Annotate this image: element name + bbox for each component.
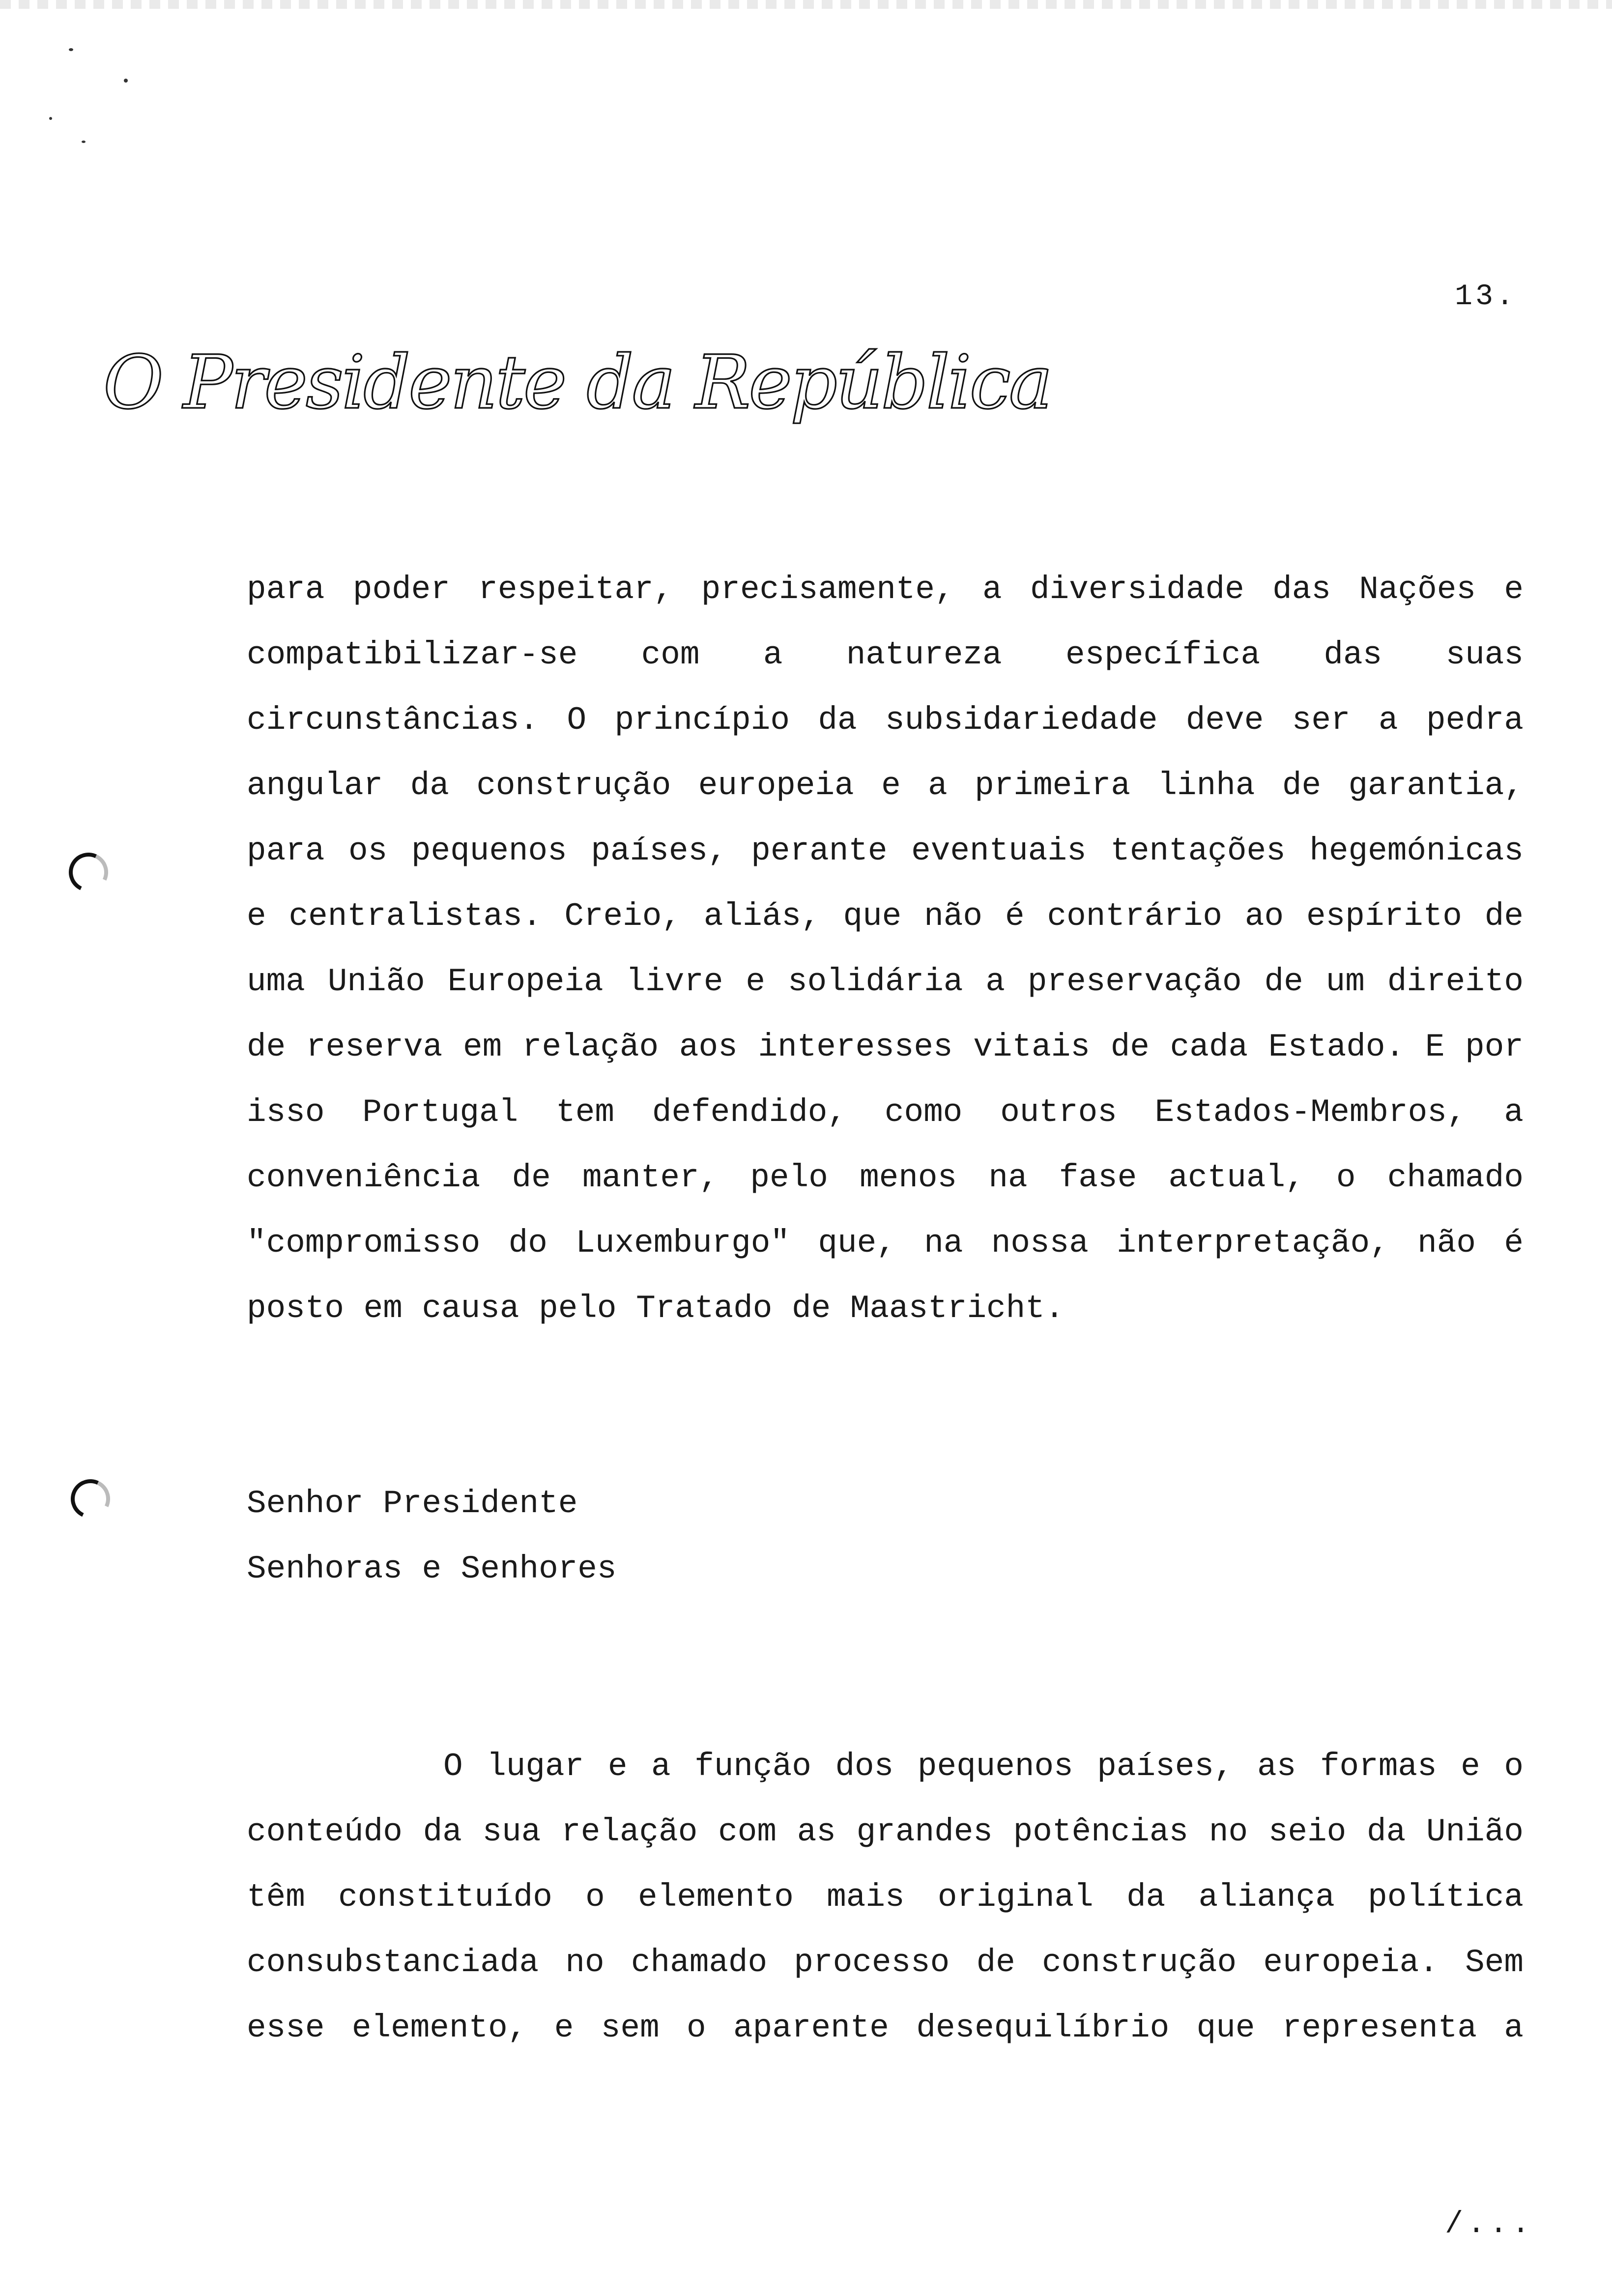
continued-marker: /... (1445, 2207, 1534, 2241)
salutation-line: Senhoras e Senhores (247, 1550, 617, 1587)
scan-speck (82, 141, 86, 143)
paragraph-1-line: isso Portugal tem defendido, como outros Estados-Membros, a (247, 1094, 1524, 1131)
paragraph-1-line: de reserva em relação aos interesses vitais de cada Estado. E por (247, 1029, 1524, 1065)
scan-top-edge (0, 0, 1612, 9)
paragraph-1-line: circunstâncias. O princípio da subsidariedade deve ser a pedra (247, 702, 1524, 739)
paragraph-1-line: compatibilizar-se com a natureza específica das suas (247, 636, 1524, 673)
letterhead-text: O Presidente da República (103, 340, 1051, 426)
paragraph-1-line: e centralistas. Creio, aliás, que não é contrário ao espírito de (247, 898, 1524, 935)
scan-speck (49, 117, 52, 120)
punch-hole-icon (65, 1474, 116, 1524)
punch-hole-icon (63, 847, 114, 898)
page-number: 13. (1455, 280, 1517, 314)
paragraph-2-line: conteúdo da sua relação com as grandes potências no seio da União (247, 1813, 1524, 1850)
scan-speck (69, 48, 73, 51)
paragraph-2-line: consubstanciada no chamado processo de construção europeia. Sem (247, 1944, 1524, 1981)
scan-speck (124, 79, 128, 83)
paragraph-1-line: "compromisso do Luxemburgo" que, na nossa interpretação, não é (247, 1225, 1524, 1262)
paragraph-2-line: O lugar e a função dos pequenos países, as formas e o (443, 1748, 1524, 1785)
paragraph-2-line: esse elemento, e sem o aparente desequilíbrio que representa a (247, 2009, 1524, 2046)
paragraph-2-line: têm constituído o elemento mais original da aliança política (247, 1879, 1524, 1916)
letterhead-lettering (98, 340, 1051, 442)
paragraph-1-line: posto em causa pelo Tratado de Maastricht. (247, 1290, 1065, 1327)
paragraph-1-line: para os pequenos países, perante eventuais tentações hegemónicas (247, 832, 1524, 869)
salutation-line: Senhor Presidente (247, 1485, 578, 1522)
paragraph-1-line: uma União Europeia livre e solidária a preservação de um direito (247, 963, 1524, 1000)
paragraph-1-line: conveniência de manter, pelo menos na fase actual, o chamado (247, 1159, 1524, 1196)
paragraph-1-line: para poder respeitar, precisamente, a diversidade das Nações e (247, 571, 1524, 608)
letterhead-logo (98, 340, 1051, 442)
paragraph-1-line: angular da construção europeia e a primeira linha de garantia, (247, 767, 1524, 804)
